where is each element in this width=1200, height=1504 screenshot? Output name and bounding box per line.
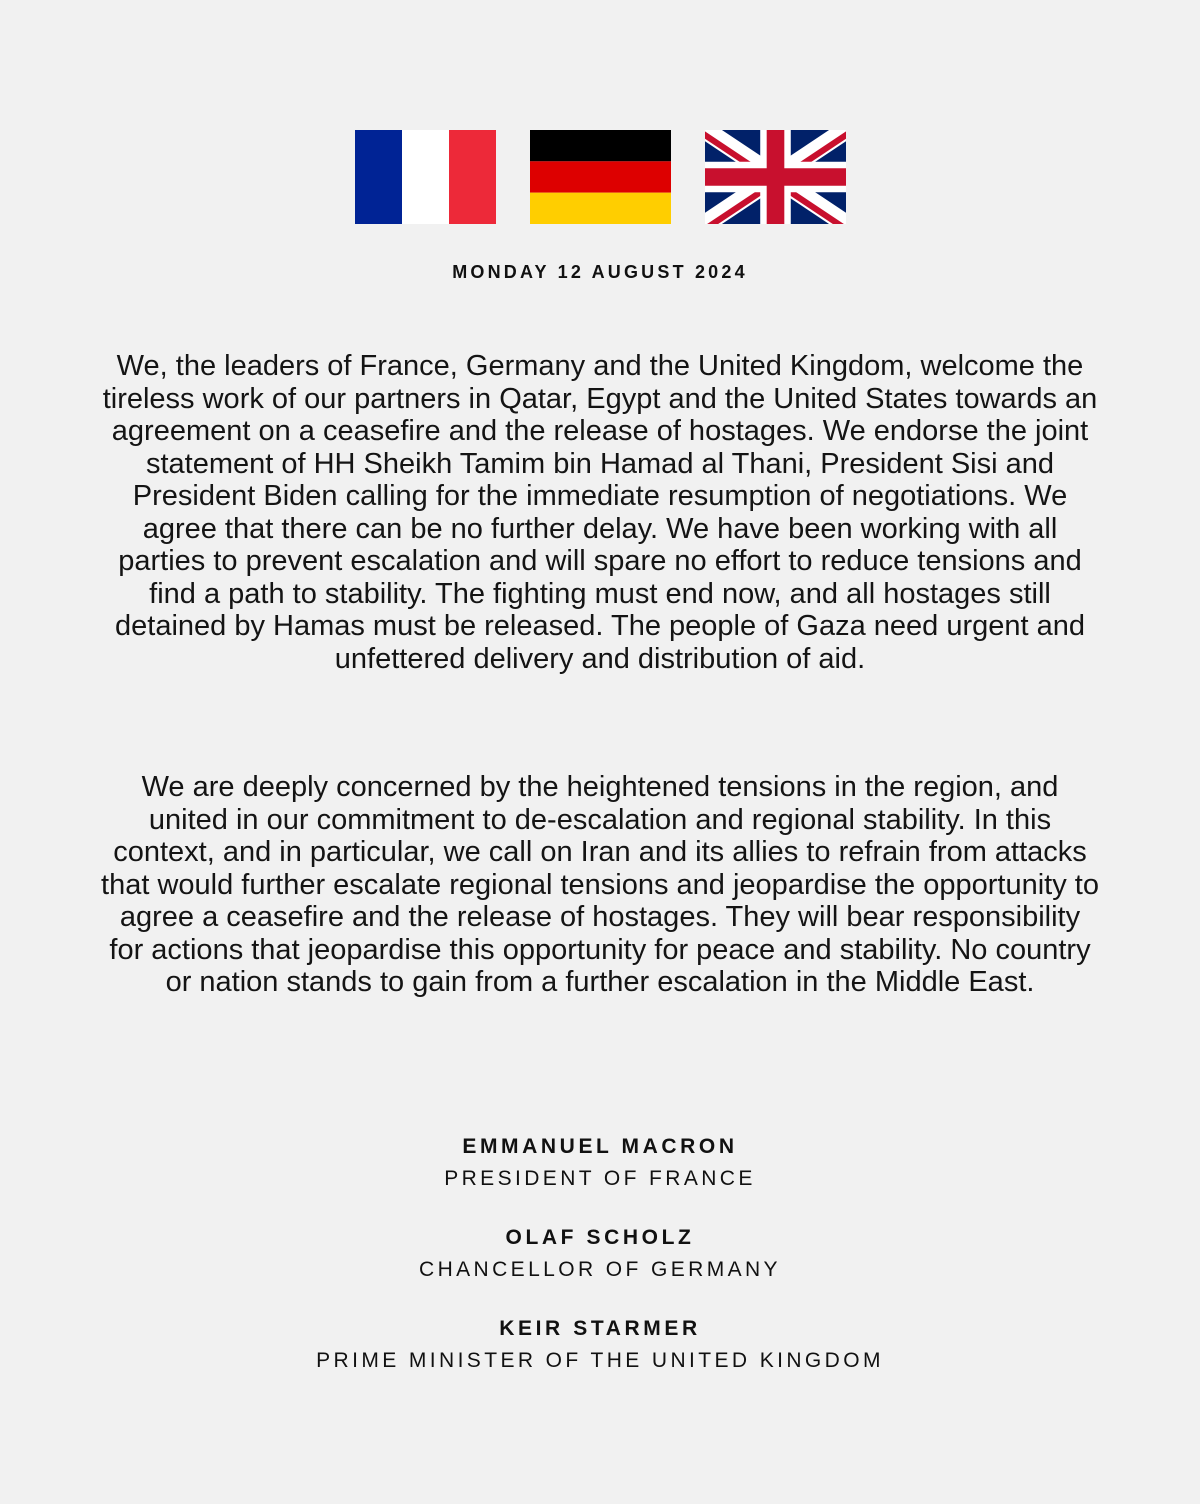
signatories — [0, 1134, 1200, 1407]
signatory-scholz — [0, 1225, 1200, 1289]
signatory-title: PRESIDENT OF FRANCE — [444, 1167, 756, 1190]
uk-flag — [705, 130, 846, 224]
signatory-name: EMMANUEL MACRON — [462, 1135, 738, 1158]
signatory-name: OLAF SCHOLZ — [505, 1226, 695, 1249]
signatory-starmer — [0, 1316, 1200, 1380]
statement-paragraph-1: We, the leaders of France, Germany and the United Kingdom, welcome the tireless work of our partners in Qatar, Egypt and the United States towards an agreement on a ceasefire and the release of hostages. We endorse the joint statement of HH Sheikh Tamim bin Hamad al Thani, President Sisi and President Biden calling for the immediate resumption of negotiations. We agree that there can be no further delay. We have been working with all parties to prevent escalation and will spare no effort to reduce tensions and find a path to stability. The fighting must end now, and all hostages still detained by Hamas must be released. The people of Gaza need urgent and unfettered delivery and distribution of aid. — [102, 350, 1098, 675]
signatory-title: CHANCELLOR OF GERMANY — [419, 1258, 781, 1281]
signatory-name: KEIR STARMER — [499, 1317, 701, 1340]
statement-date: MONDAY 12 AUGUST 2024 — [452, 262, 748, 282]
statement-paragraph-2: We are deeply concerned by the heightened tensions in the region, and united in our commitment to de-escalation and regional stability. In this context, and in particular, we call on Iran and its allies to refrain from attacks that would further escalate regional tensions and jeopardise the opportunity to agree a ceasefire and the release of hostages. They will bear responsibility for actions that jeopardise this opportunity for peace and stability. No country or nation stands to gain from a further escalation in the Middle East. — [101, 771, 1099, 998]
signatory-title: PRIME MINISTER OF THE UNITED KINGDOM — [316, 1349, 884, 1372]
flags-row — [0, 130, 1200, 224]
france-flag — [355, 130, 496, 224]
germany-flag — [530, 130, 671, 224]
signatory-macron — [0, 1134, 1200, 1198]
